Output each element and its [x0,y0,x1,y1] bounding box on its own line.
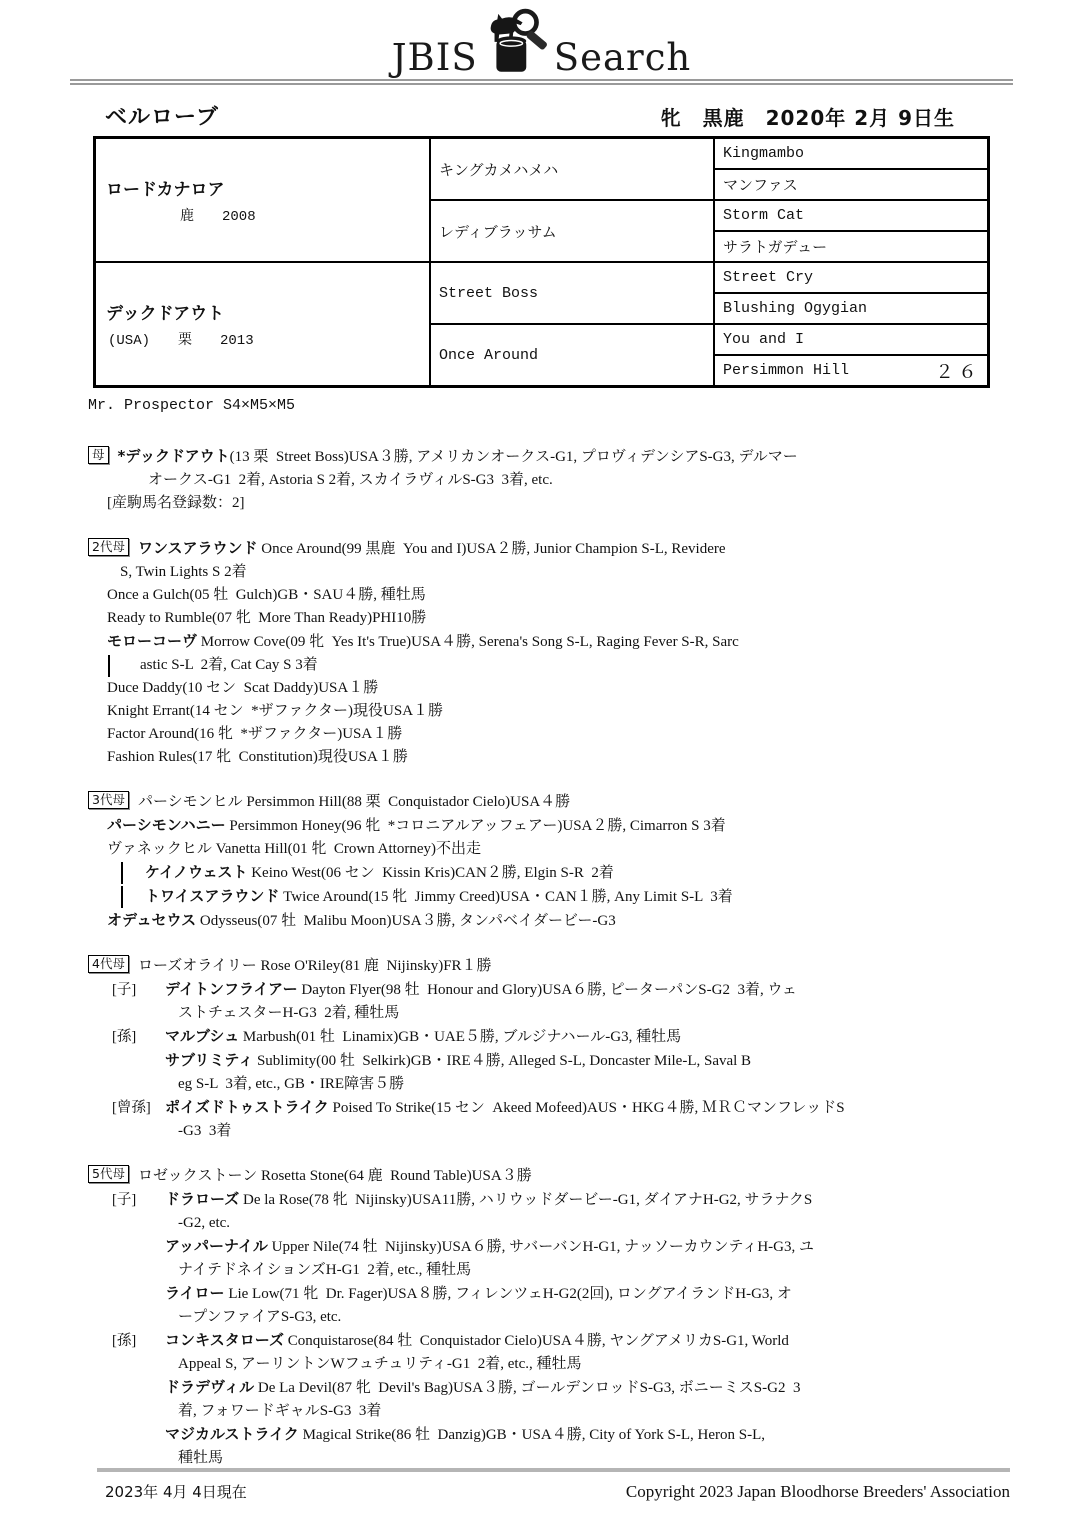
section-label: 2代母 [88,538,129,556]
pedigree-line [88,861,1028,885]
tree-connector [108,655,110,677]
pedigree-line [88,607,1028,630]
line-text: Ready to Rumble(07 牝 More Than Ready)PHI10勝 [107,610,427,626]
pedigree-line [88,1188,1028,1212]
line-text: astic S-L 2着, Cat Cay S 3着 [140,657,318,673]
pedigree-line [88,885,1028,909]
pedigree-line [88,492,1028,515]
pedigree-cell: マンファス [715,170,987,199]
pedigree-line [88,723,1028,746]
pedigree-line [88,677,1028,700]
horse-name-bold: ドラデヴィル [165,1378,255,1396]
pedigree-line [88,1423,1028,1447]
pedigree-line [88,561,1028,584]
pedigree-sections [88,437,1028,1470]
line-text: 種牡馬 [178,1450,224,1466]
horse-name-bold: パーシモンハニー [107,816,226,834]
horse-name-bold: アッパーナイル [165,1237,268,1255]
footer [105,1481,1010,1502]
pedigree-line [88,909,1028,933]
line-text: ヴァネックヒル Vanetta Hill(01 牝 Crown Attorney)不出走 [107,841,481,857]
pedigree-line [88,537,1028,561]
horse-name-bold: サブリミティ [165,1051,254,1069]
footer-date: 2023年 4月 4日現在 [105,1483,247,1501]
line-text: [産駒馬名登録数：2] [107,495,245,511]
pedigree-cell: Street Cry [715,263,987,292]
page-number: ２６ [934,362,981,384]
horse-name-bold: マジカルストライク [165,1425,299,1443]
relation-label: [曾孫] [112,1100,151,1116]
section-label: 5代母 [88,1165,129,1183]
relation-label: [子] [112,1192,137,1208]
pedigree-line [88,1049,1028,1073]
inbreeding-note: Mr. Prospector S4×M5×M5 [88,397,296,414]
relation-label: [孫] [112,1333,137,1349]
jbis-logo [0,6,1083,79]
line-text: ローズオライリー Rose O'Riley(81 鹿 Nijinsky)FR１勝 [137,958,492,974]
family-section [88,445,1028,515]
line-text: S, Twin Lights S 2着 [120,564,247,580]
line-text: Keino West(06 セン Kissin Kris)CAN２勝, Elgin S-R 2着 [247,865,614,881]
pedigree-cell: Blushing Ogygian [715,294,987,323]
pedigree-line [88,1447,1028,1470]
pedigree-line [88,1376,1028,1400]
relation-label: [孫] [112,1029,137,1045]
line-text: Conquistarose(84 牡 Conquistador Cielo)USA４勝, ヤングアメリカS-G1, World [283,1333,789,1349]
horse-name: ベルローブ [105,105,219,130]
pedigree-line [88,1002,1028,1025]
pedigree-line [88,1259,1028,1282]
tree-connector [121,862,123,884]
line-text: eg S-L 3着, etc., GB・IRE障害５勝 [178,1076,405,1092]
pedigree-line [88,1212,1028,1235]
logo-search-text: Search [553,36,692,79]
line-text: ープンファイアS-G3, etc. [178,1309,342,1325]
line-text: Upper Nile(74 牡 Nijinsky)USA６勝, サバーバンH-G1, ナッソーカウンティH-G3, ユ [267,1239,815,1255]
header-rule [70,79,1013,85]
pedigree-dam-cell [96,263,429,385]
pedigree-cell-text: Persimmon Hill [723,362,850,379]
pedigree-line [88,1073,1028,1096]
pedigree-cell [715,356,987,385]
section-label: 4代母 [88,955,129,973]
pedigree-cell: Storm Cat [715,201,987,230]
pedigree-line [88,1306,1028,1329]
tree-connector [121,886,123,908]
footer-copyright: Copyright 2023 Japan Bloodhorse Breeders' Association [625,1482,1010,1501]
horse-name-bold: *デックドアウト [117,447,230,465]
pedigree-line [88,1329,1028,1353]
horse-name-bold: コンキスタローズ [165,1331,284,1349]
pedigree-line [88,746,1028,769]
line-text: 着, フォワードギャルS-G3 3着 [178,1403,382,1419]
sire-name: ロードカナロア [106,180,225,200]
line-text: Persimmon Honey(96 牝 *コロニアルアッフェアー)USA２勝, Cimarron S 3着 [225,818,726,834]
pedigree-line [88,1025,1028,1049]
logo-mark [474,6,558,76]
pedigree-line [88,814,1028,838]
line-text: Dayton Flyer(98 牡 Honour and Glory)USA６勝, ピーターパンS-G2 3着, ウェ [297,982,797,998]
sire-detail: 鹿 2008 [180,209,256,225]
horse-name-bold: ケイノウェスト [145,863,248,881]
dam-name: デックドアウト [106,304,225,324]
pedigree-line [88,1096,1028,1120]
line-text: Lie Low(71 牝 Dr. Fager)USA８勝, フィレンツェH-G2(2回), ロングアイランドH-G3, オ [224,1286,792,1302]
pedigree-cell: レディブラッサム [431,201,713,261]
line-text: Poised To Strike(15 セン Akeed Mofeed)AUS・HKG４勝, ＭＲＣマンフレッドS [328,1100,845,1116]
section-label: 母 [88,446,109,464]
line-text: ナイテドネイションズH-G1 2着, etc., 種牡馬 [178,1262,472,1278]
line-text: Morrow Cove(09 牝 Yes It's True)USA４勝, Serena's Song S-L, Raging Fever S-R, Sarc [197,634,739,650]
dam-detail: (USA) 栗 2013 [108,333,254,349]
horse-name-bold: ポイズドトゥストライク [165,1098,329,1116]
pedigree-cell: キングカメハメハ [431,139,713,199]
pedigree-cell: サラトガデュー [715,232,987,261]
pedigree-line [88,700,1028,723]
line-text: Fashion Rules(17 牝 Constitution)現役USA１勝 [107,749,408,765]
pedigree-cell: Kingmambo [715,139,987,168]
line-text: Twice Around(15 牝 Jimmy Creed)USA・CAN１勝, Any Limit S-L 3着 [279,889,733,905]
pedigree-line [88,445,1028,469]
line-text: Once a Gulch(05 牡 Gulch)GB・SAU４勝, 種牡馬 [107,587,426,603]
pedigree-line [88,978,1028,1002]
line-text: ロゼックストーン Rosetta Stone(64 鹿 Round Table)USA３勝 [137,1168,532,1184]
line-text: Magical Strike(86 牡 Danzig)GB・USA４勝, City of York S-L, Heron S-L, [298,1427,766,1443]
horse-name-bold: モローコーヴ [107,632,198,650]
pedigree-line [88,838,1028,861]
line-text: Sublimity(00 牡 Selkirk)GB・IRE４勝, Alleged S-L, Doncaster Mile-L, Saval B [253,1053,752,1069]
family-section [88,955,1028,1143]
horse-name-bold: マルブシュ [165,1027,240,1045]
pedigree-line [88,1120,1028,1143]
pedigree-line [88,955,1028,978]
pedigree-sire-cell [96,139,429,261]
pedigree-cell: Street Boss [431,263,713,323]
title-row [105,100,955,131]
pedigree-line [88,791,1028,814]
pedigree-line [88,1282,1028,1306]
line-text: -G3 3着 [178,1123,232,1139]
pedigree-line [88,584,1028,607]
horse-birth-info: 牝 黒鹿 2020年 2月 9日生 [660,106,955,130]
pedigree-line [88,1235,1028,1259]
line-text: Factor Around(16 牝 *ザファクター)USA１勝 [107,726,403,742]
line-text: De La Devil(87 牝 Devil's Bag)USA３勝, ゴールデンロッドS-G3, ボニーミスS-G2 3 [254,1380,801,1396]
line-text: オークス-G1 2着, Astoria S 2着, スカイラヴィルS-G3 3着, etc. [148,472,553,488]
line-text: De la Rose(78 牝 Nijinsky)USA11勝, ハリウッドダービー-G1, ダイアナH-G2, サラナクS [239,1192,813,1208]
family-section [88,537,1028,769]
horse-name-bold: オデュセウス [107,911,197,929]
pedigree-line [88,469,1028,492]
line-text: -G2, etc. [178,1215,231,1231]
line-text: Knight Errant(14 セン *ザファクター)現役USA１勝 [107,703,444,719]
horse-name-bold: ドラローズ [165,1190,240,1208]
line-text: Duce Daddy(10 セン Scat Daddy)USA１勝 [107,680,379,696]
section-label: 3代母 [88,791,129,809]
pedigree-cell: You and I [715,325,987,354]
pedigree-line [88,654,1028,677]
pedigree-line [88,1400,1028,1423]
pedigree-table [93,136,990,388]
family-section [88,1165,1028,1470]
line-text: Appeal S, アーリントンWフュチュリティ-G1 2着, etc., 種牡馬 [178,1356,582,1372]
line-text: Marbush(01 牡 Linamix)GB・UAE５勝, ブルジナハール-G3, 種牡馬 [239,1029,682,1045]
line-text: Odysseus(07 牡 Malibu Moon)USA３勝, タンパベイダービー-G3 [196,913,616,929]
line-text: (13 栗 Street Boss)USA３勝, アメリカンオークス-G1, プロヴィデンシアS-G3, デルマー [229,449,798,465]
pedigree-line [88,1165,1028,1188]
pedigree-line [88,630,1028,654]
horse-name-bold: ライロー [165,1284,225,1302]
barrel-icon [496,36,526,71]
line-text: パーシモンヒル Persimmon Hill(88 栗 Conquistador Cielo)USA４勝 [137,794,571,810]
horse-name-bold: トワイスアラウンド [145,887,280,905]
family-section [88,791,1028,933]
relation-label: [子] [112,982,137,998]
pedigree-cell: Once Around [431,325,713,385]
pedigree-line [88,1353,1028,1376]
horse-name-bold: デイトンフライアー [165,980,298,998]
line-text: ストチェスターH-G3 2着, 種牡馬 [178,1005,400,1021]
line-text: Once Around(99 黒鹿 You and I)USA２勝, Junior Champion S-L, Revidere [257,541,726,557]
footer-rule [97,1468,1010,1472]
horse-name-bold: ワンスアラウンド [137,539,258,557]
logo-jbis-text: JBIS [391,36,478,79]
